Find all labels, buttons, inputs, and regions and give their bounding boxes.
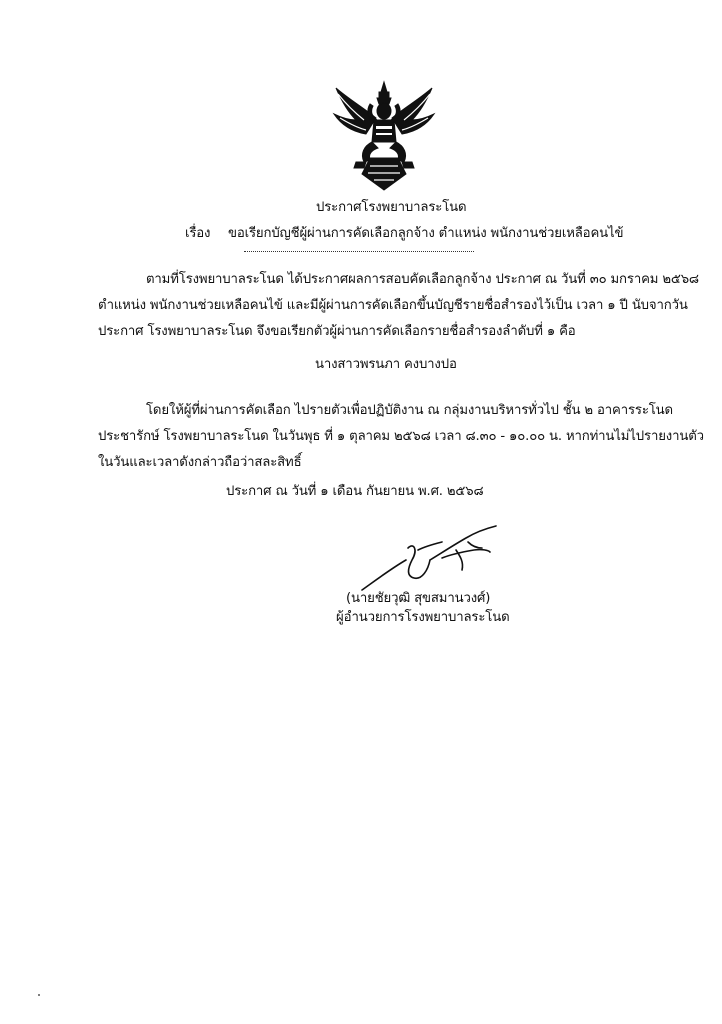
paragraph-1-line-2: ตำแหน่ง พนักงานช่วยเหลือคนไข้ และมีผู้ผ่านการคัดเลือกขึ้นบัญชีรายชื่อสำรองไว้เป็น เวลา ๑ ปี นับจากวัน (98, 298, 688, 313)
paragraph-2-line-2: ประชารักษ์ โรงพยาบาลระโนด ในวันพุธ ที่ ๑ ตุลาคม ๒๕๖๘ เวลา ๘.๓๐ - ๑๐.๐๐ น. หากท่านไม่ไปรายงานตัว (98, 429, 704, 444)
separator-line (244, 251, 474, 252)
scan-speck (38, 994, 40, 996)
selected-candidate-name: นางสาวพรนภา คงบางปอ (315, 357, 457, 372)
paragraph-1-line-1: ตามที่โรงพยาบาลระโนด ได้ประกาศผลการสอบคัดเลือกลูกจ้าง ประกาศ ณ วันที่ ๓๐ มกราคม ๒๕๖๘ (146, 272, 699, 287)
garuda-emblem-icon (326, 78, 442, 194)
subject-label: เรื่อง (185, 226, 211, 241)
handwritten-signature (356, 520, 526, 600)
signatory-position: ผู้อำนวยการโรงพยาบาลระโนด (336, 610, 510, 625)
signatory-name: (นายชัยวุฒิ สุขสมานวงศ์) (346, 591, 491, 606)
announcement-date: ประกาศ ณ วันที่ ๑ เดือน กันยายน พ.ศ. ๒๕๖๘ (226, 484, 484, 499)
paragraph-1-line-3: ประกาศ โรงพยาบาลระโนด จึงขอเรียกตัวผู้ผ่านการคัดเลือกรายชื่อสำรองลำดับที่ ๑ คือ (98, 324, 576, 339)
announcement-title: ประกาศโรงพยาบาลระโนด (316, 200, 467, 215)
paragraph-2-line-3: ในวันและเวลาดังกล่าวถือว่าสละสิทธิ์ (98, 455, 302, 470)
subject-text: ขอเรียกบัญชีผู้ผ่านการคัดเลือกลูกจ้าง ตำแหน่ง พนักงานช่วยเหลือคนไข้ (228, 226, 624, 241)
paragraph-2-line-1: โดยให้ผู้ที่ผ่านการคัดเลือก ไปรายตัวเพื่อปฏิบัติงาน ณ กลุ่มงานบริหารทั่วไป ชั้น ๒ อาคารระโนด (146, 403, 673, 418)
